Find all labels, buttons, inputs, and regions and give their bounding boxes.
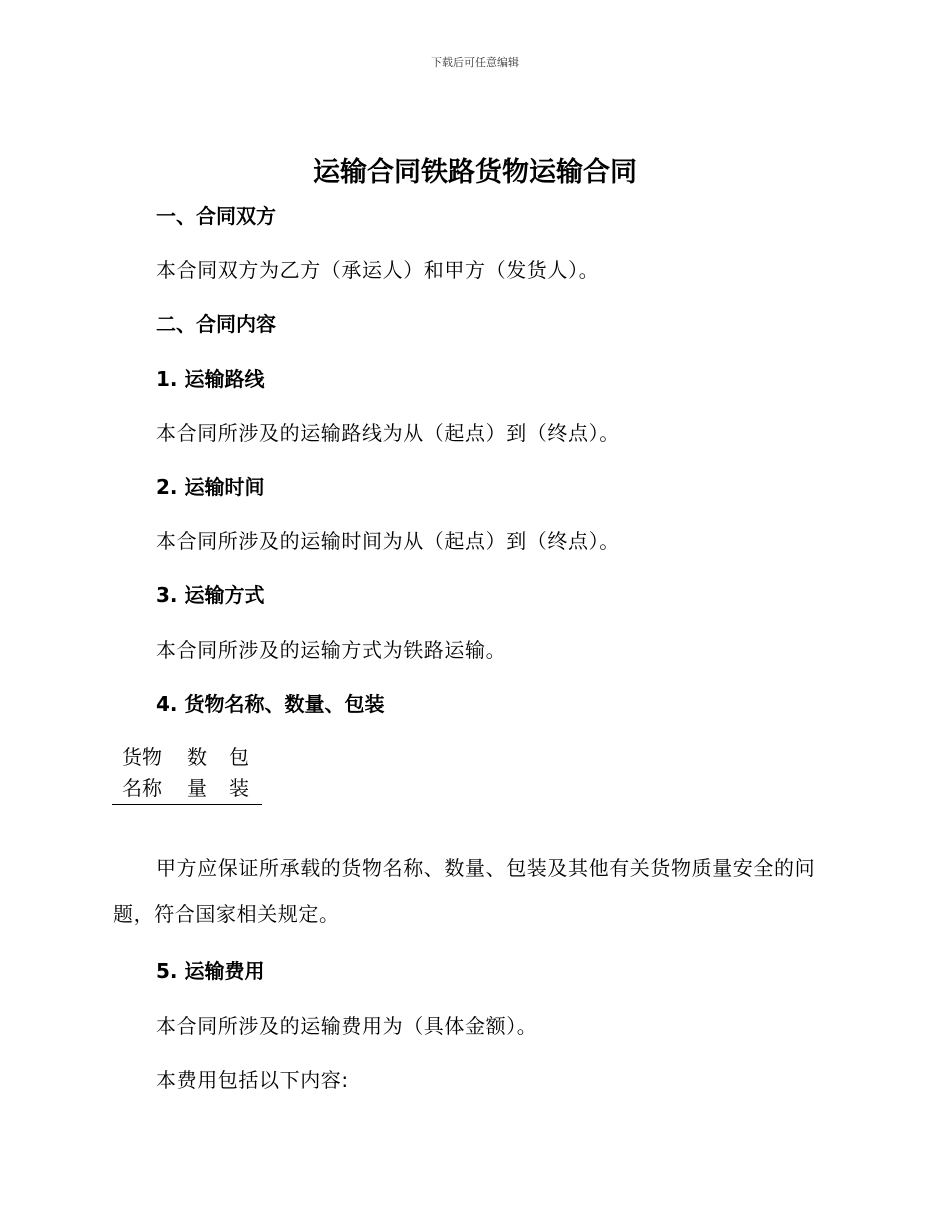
goods-text: 甲方应保证所承载的货物名称、数量、包装及其他有关货物质量安全的问题，符合国家相关规定。 (113, 856, 816, 926)
section-1-text: 本合同双方为乙方（承运人）和甲方（发货人）。 (156, 258, 600, 282)
mode-heading: 3. 运输方式 (156, 583, 265, 607)
header-note: 下载后可任意编辑 (431, 56, 519, 69)
route-heading: 1. 运输路线 (156, 367, 265, 391)
fee-text: 本合同所涉及的运输费用为（具体金额）。 (156, 1014, 538, 1038)
time-heading: 2. 运输时间 (156, 475, 265, 499)
section-1-heading: 一、合同双方 (156, 204, 276, 228)
goods-table (112, 742, 262, 805)
goods-table-header-packaging: 包 装 (229, 745, 249, 800)
route-text: 本合同所涉及的运输路线为从（起点）到（终点）。 (156, 421, 620, 445)
document-title: 运输合同铁路货物运输合同 (313, 157, 637, 188)
mode-text: 本合同所涉及的运输方式为铁路运输。 (156, 638, 507, 662)
goods-table-header-name: 货物 名称 (122, 745, 162, 800)
fee-heading: 5. 运输费用 (156, 959, 265, 983)
goods-table-header-quantity: 数 量 (187, 745, 207, 800)
goods-heading: 4. 货物名称、数量、包装 (156, 692, 385, 716)
section-2-heading: 二、合同内容 (156, 312, 276, 336)
fee-includes-text: 本费用包括以下内容: (156, 1068, 349, 1092)
time-text: 本合同所涉及的运输时间为从（起点）到（终点）。 (156, 529, 620, 553)
